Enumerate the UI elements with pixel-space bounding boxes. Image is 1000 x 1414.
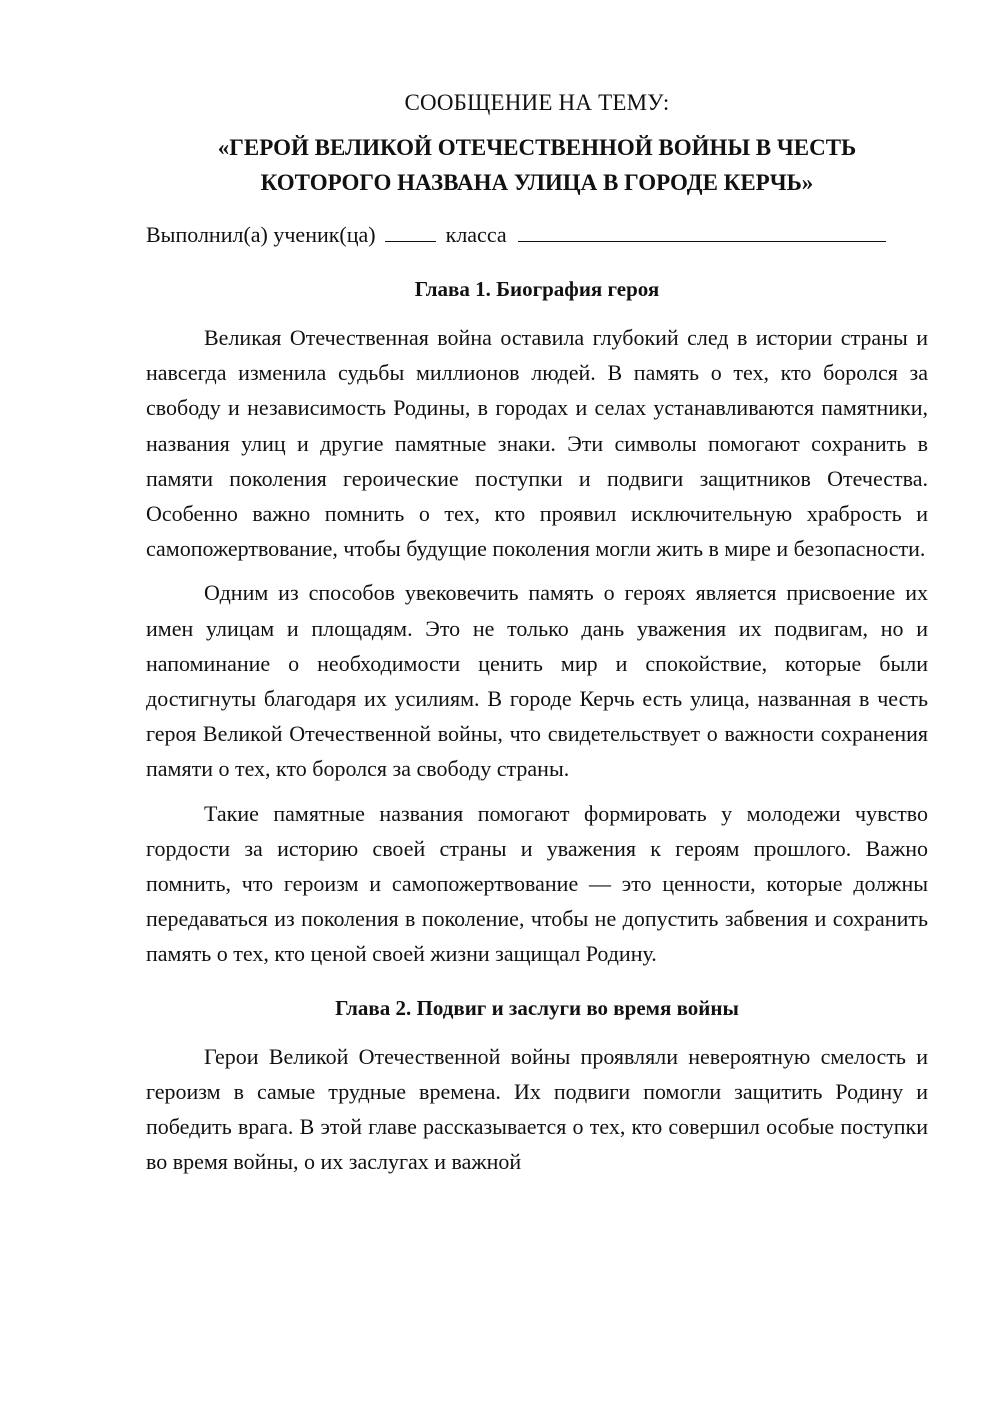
class-label: класса bbox=[445, 222, 507, 247]
document-title bbox=[146, 130, 928, 200]
student-name-blank bbox=[518, 221, 886, 242]
chapter-1-heading: Глава 1. Биография героя bbox=[414, 277, 660, 301]
performer-label: Выполнил(а) ученик(ца) bbox=[146, 222, 376, 247]
class-number-blank bbox=[385, 221, 436, 242]
performer-line bbox=[146, 220, 928, 250]
chapter-1-paragraph-2: Одним из способов увековечить память о героях является присвоение их имен улицам и площадям. Это не только дань уважения их подвигам, но и напоминание о необходимости ценить мир и спокойствие, которые были достигнуты благодаря их усилиям. В городе Керчь есть улица, названная в честь героя Великой Отечественной войны, что свидетельствует о важности сохранения памяти о тех, кто боролся за свободу страны. bbox=[146, 580, 928, 782]
chapter-2-paragraph-1: Герои Великой Отечественной войны проявляли невероятную смелость и героизм в самые трудные времена. Их подвиги помогли защитить Родину и победить врага. В этой главе рассказывается о тех, кто совершил особые поступки во время войны, о их заслугах и важной bbox=[146, 1043, 928, 1175]
document-title-line-1: «ГЕРОЙ ВЕЛИКОЙ ОТЕЧЕСТВЕННОЙ ВОЙНЫ В ЧЕСТЬ bbox=[217, 135, 857, 160]
document-pre-title: СООБЩЕНИЕ НА ТЕМУ: bbox=[404, 90, 670, 115]
chapter-1-paragraph-3: Такие памятные названия помогают формировать у молодежи чувство гордости за историю своей страны и уважения к героям прошлого. Важно помнить, что героизм и самопожертвование — это ценности, которые должны передаваться из поколения в поколение, чтобы не допустить забвения и сохранить память о тех, кто ценой своей жизни защищал Родину. bbox=[146, 800, 928, 967]
chapter-1-paragraph-1: Великая Отечественная война оставила глубокий след в истории страны и навсегда изменила судьбы миллионов людей. В память о тех, кто боролся за свободу и независимость Родины, в городах и селах устанавливаются памятники, названия улиц и другие памятные знаки. Эти символы помогают сохранить в памяти поколения героические поступки и подвиги защитников Отечества. Особенно важно помнить о тех, кто проявил исключительную храбрость и самопожертвование, чтобы будущие поколения могли жить в мире и безопасности. bbox=[146, 325, 928, 562]
document-page bbox=[146, 88, 928, 1188]
document-title-line-2: КОТОРОГО НАЗВАНА УЛИЦА В ГОРОДЕ КЕРЧЬ» bbox=[260, 170, 814, 195]
chapter-2-heading: Глава 2. Подвиг и заслуги во время войны bbox=[335, 995, 739, 1020]
